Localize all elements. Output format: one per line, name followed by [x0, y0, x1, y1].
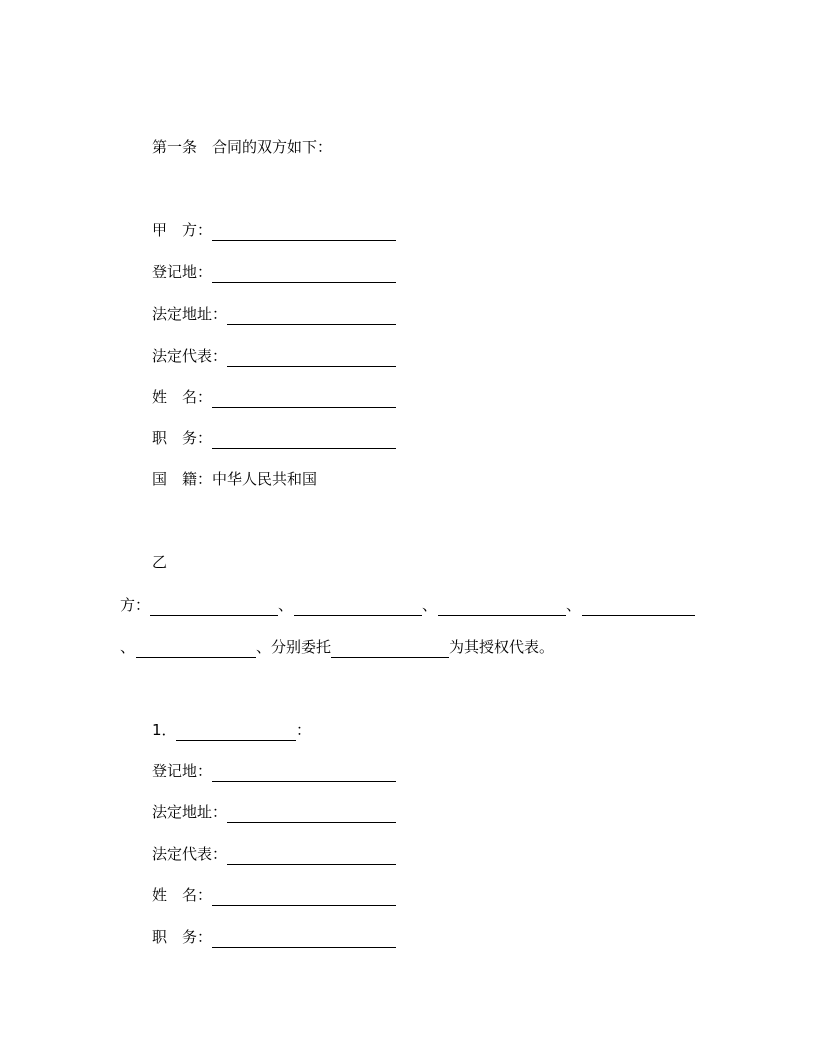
- party-a-name-blank[interactable]: [212, 222, 396, 241]
- party-b-item1-registration-row: [152, 760, 396, 782]
- party-b-authorized-rep-blank[interactable]: [331, 639, 449, 658]
- party-b-item1-name-blank[interactable]: [176, 722, 296, 741]
- party-a-registration-blank[interactable]: [212, 264, 396, 283]
- party-a-registration-row: [152, 261, 396, 283]
- party-b-item1-legal-rep-blank[interactable]: [227, 846, 396, 865]
- party-b-heading-text: 乙: [152, 553, 168, 571]
- party-b-item1-person-name-blank[interactable]: [212, 887, 396, 906]
- party-a-legal-rep-blank[interactable]: [227, 348, 396, 367]
- party-a-person-name-row: [152, 386, 396, 408]
- party-b-names-row: [120, 594, 695, 616]
- party-b-item1-index: 1．: [152, 721, 177, 739]
- party-b-item1-person-name-label: 姓 名：: [152, 886, 213, 904]
- party-b-item1-person-name-row: [152, 884, 396, 906]
- party-b-name-blank-4[interactable]: [582, 597, 695, 616]
- party-b-authorized-text: 为其授权代表。: [449, 638, 555, 656]
- party-a-legal-address-label: 法定地址：: [152, 305, 228, 323]
- party-b-entrust-row: [120, 636, 554, 658]
- party-b-item1-legal-address-label: 法定地址：: [152, 803, 228, 821]
- party-b-name-blank-1[interactable]: [150, 597, 278, 616]
- party-a-legal-rep-label: 法定代表：: [152, 347, 228, 365]
- party-b-name-blank-5[interactable]: [136, 639, 256, 658]
- party-b-item1-position-blank[interactable]: [212, 929, 396, 948]
- party-a-legal-address-row: [152, 303, 396, 325]
- party-b-item1-colon: ：: [296, 721, 312, 739]
- party-a-legal-rep-row: [152, 345, 396, 367]
- article-heading-text: 第一条 合同的双方如下：: [152, 138, 333, 156]
- party-b-name-blank-3[interactable]: [438, 597, 566, 616]
- party-b-item1-registration-blank[interactable]: [212, 763, 396, 782]
- party-b-separator: 、: [120, 638, 136, 656]
- party-b-separator: 、: [422, 596, 438, 614]
- party-a-nationality-label: 国 籍：: [152, 470, 213, 488]
- party-a-position-blank[interactable]: [212, 430, 396, 449]
- party-a-registration-label: 登记地：: [152, 263, 213, 281]
- article-heading: [152, 136, 332, 158]
- party-a-person-name-blank[interactable]: [212, 389, 396, 408]
- party-b-item1-legal-rep-row: [152, 843, 396, 865]
- party-b-heading: [152, 551, 167, 573]
- party-b-item1-row: [152, 719, 311, 741]
- party-a-position-row: [152, 427, 396, 449]
- party-b-item1-legal-address-blank[interactable]: [227, 804, 396, 823]
- party-b-item1-registration-label: 登记地：: [152, 762, 213, 780]
- party-b-item1-position-row: [152, 926, 396, 948]
- party-b-item1-legal-address-row: [152, 801, 396, 823]
- party-b-item1-legal-rep-label: 法定代表：: [152, 845, 228, 863]
- party-a-person-name-label: 姓 名：: [152, 388, 213, 406]
- party-b-separator: 、: [566, 596, 582, 614]
- party-b-name-label: 方：: [120, 596, 151, 614]
- party-b-name-blank-2[interactable]: [294, 597, 422, 616]
- party-b-entrust-text: 、分别委托: [256, 638, 332, 656]
- party-b-item1-position-label: 职 务：: [152, 928, 213, 946]
- party-a-position-label: 职 务：: [152, 429, 213, 447]
- party-a-nationality-value: 中华人民共和国: [212, 470, 318, 488]
- party-a-name-row: [152, 219, 396, 241]
- party-a-nationality-row: [152, 468, 317, 490]
- party-a-legal-address-blank[interactable]: [227, 306, 396, 325]
- party-b-separator: 、: [278, 596, 294, 614]
- party-a-name-label: 甲 方：: [152, 221, 213, 239]
